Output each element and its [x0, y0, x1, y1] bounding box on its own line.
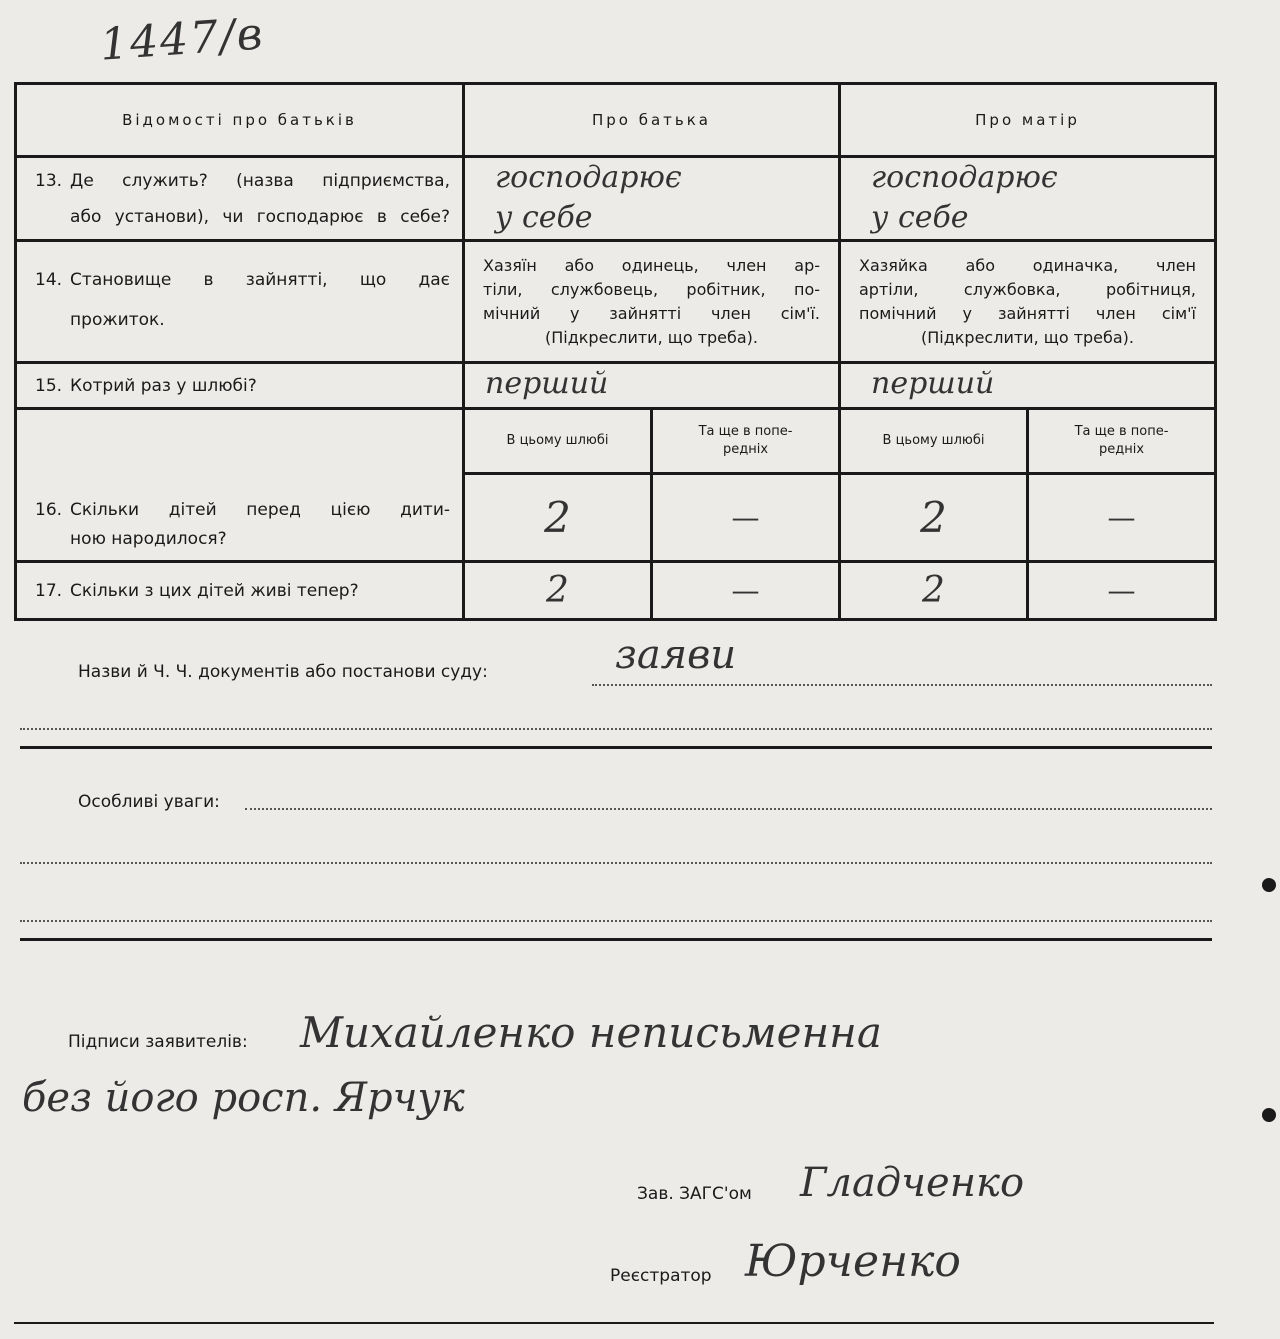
registrar-label: Реєстратор	[610, 1266, 712, 1286]
question-text-line: Скільки дітей перед цією дити-	[70, 500, 450, 520]
subheader-line: Та ще в попе-	[698, 424, 793, 439]
subheader-line: редніх	[722, 442, 769, 457]
applicants-signature: без його росп. Ярчук	[22, 1075, 465, 1121]
subheader-line: Та ще в попе-	[1074, 424, 1169, 439]
handwritten-dash: —	[1107, 574, 1136, 607]
handwritten-answer: у себе	[871, 200, 969, 235]
handwritten-answer: перший	[485, 366, 609, 401]
documents-dotted-line	[20, 728, 1212, 730]
handwritten-dash: —	[731, 501, 760, 534]
punch-hole	[1262, 878, 1276, 892]
remarks-dotted-line	[20, 920, 1212, 922]
option-text-line: Хазяйка або одиначка, член	[859, 255, 1196, 275]
option-text-line: мічний у зайнятті член сім'ї.	[483, 303, 820, 323]
option-text-line: Хазяїн або одинець, член ар-	[483, 255, 820, 275]
handwritten-dash: —	[731, 574, 760, 607]
question-text: Котрий раз у шлюбі?	[70, 375, 257, 396]
subheader-mother-this-marriage: В цьому шлюбі	[840, 409, 1028, 474]
punch-hole	[1262, 1108, 1276, 1122]
remarks-dotted-line	[20, 862, 1212, 864]
remarks-label: Особливі уваги:	[78, 792, 220, 812]
question-number: 15.	[35, 375, 63, 396]
divider-line	[20, 746, 1212, 749]
option-text-line: тіли, службовець, робітник, по-	[483, 279, 820, 299]
question-text-line: або установи), чи господарює в себе?	[70, 206, 450, 227]
handwritten-digit: 2	[920, 493, 947, 542]
handwritten-answer: у себе	[495, 200, 593, 235]
option-instruction: (Підкреслити, що треба).	[920, 327, 1135, 347]
handwritten-digit: 2	[922, 570, 945, 611]
question-number: 17.	[35, 580, 63, 601]
handwritten-answer: господарює	[495, 160, 682, 195]
applicants-signatures-label: Підписи заявителів:	[68, 1032, 248, 1052]
handwritten-answer: перший	[871, 366, 995, 401]
question-text: Скільки з цих дітей живі тепер?	[70, 580, 359, 601]
question-text-line: прожиток.	[70, 309, 165, 330]
handwritten-digit: 2	[544, 493, 571, 542]
subheader-line: редніх	[1098, 442, 1145, 457]
corner-handwritten-note: 1447/в	[98, 8, 267, 71]
header-about-father: Про батька	[464, 84, 840, 157]
documents-label: Назви й Ч. Ч. документів або постанови суду:	[78, 662, 488, 682]
question-text-line: Становище в зайнятті, що дає	[70, 269, 450, 290]
question-number: 16.	[35, 500, 63, 520]
question-number: 13.	[35, 170, 63, 191]
applicants-signature: Михайленко неписьменна	[300, 1008, 882, 1057]
header-about-mother: Про матір	[840, 84, 1216, 157]
option-text-line: помічний у зайнятті член сім'ї	[859, 303, 1196, 323]
question-text-line: ною народилося?	[70, 529, 227, 549]
question-text-line: Де служить? (назва підприємства,	[70, 170, 450, 191]
handwritten-digit: 2	[546, 570, 569, 611]
header-parents-info: Відомості про батьків	[16, 84, 464, 157]
handwritten-answer: господарює	[871, 160, 1058, 195]
bottom-line	[14, 1322, 1214, 1324]
subheader-father-this-marriage: В цьому шлюбі	[464, 409, 652, 474]
handwritten-dash: —	[1107, 501, 1136, 534]
zags-head-label: Зав. ЗАГС'ом	[637, 1184, 752, 1204]
question-number: 14.	[35, 269, 63, 290]
option-instruction: (Підкреслити, що треба).	[544, 327, 759, 347]
documents-dotted-line	[592, 684, 1212, 686]
remarks-dotted-line	[245, 808, 1212, 810]
divider-line	[20, 938, 1212, 941]
registrar-signature: Юрченко	[745, 1236, 961, 1287]
documents-handwritten: заяви	[615, 632, 737, 678]
zags-head-signature: Гладченко	[800, 1160, 1025, 1206]
option-text-line: артіли, службовка, робітниця,	[859, 279, 1196, 299]
